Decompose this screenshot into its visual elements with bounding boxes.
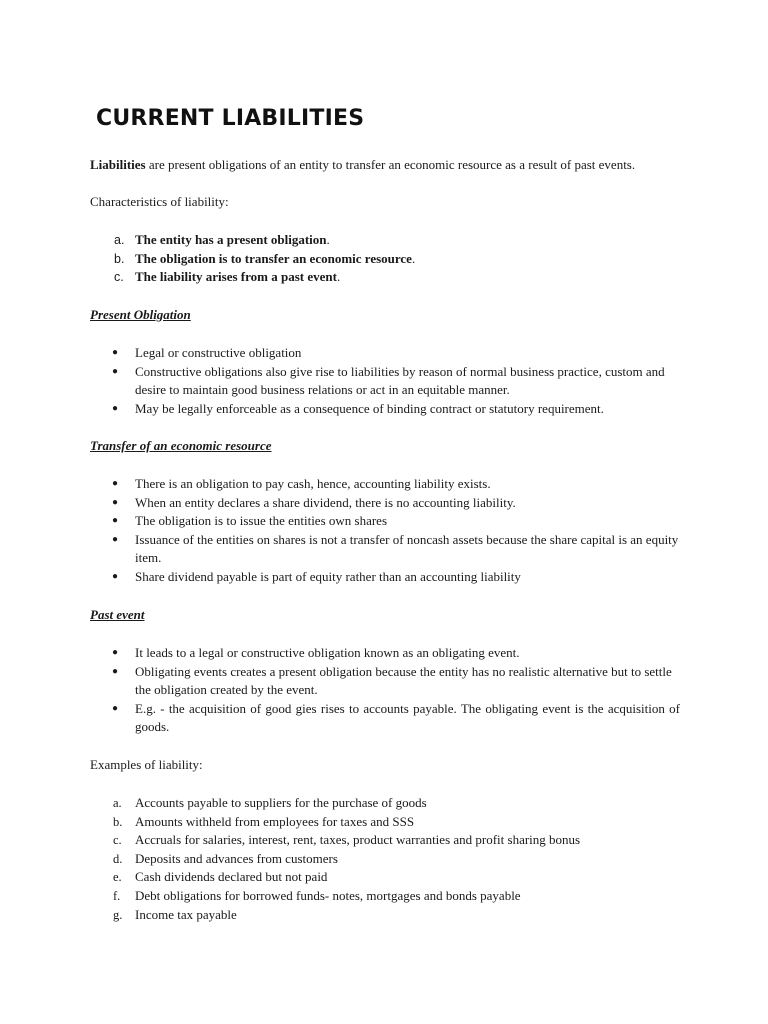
list-item: f. Debt obligations for borrowed funds- notes, mortgages and bonds payable — [113, 887, 521, 903]
transfer-heading: Transfer of an economic resource — [90, 438, 272, 453]
list-item: ● The obligation is to issue the entities own shares — [90, 512, 680, 531]
list-item: a. The entity has a present obligation. — [114, 232, 330, 247]
intro-paragraph — [90, 156, 680, 175]
past-event-heading: Past event — [90, 607, 145, 622]
list-item: ● Obligating events creates a present obligation because the entity has no realistic alternative but to settle the obligation created by the event. — [112, 663, 672, 698]
bullet-icon: ● — [112, 347, 119, 358]
intro-text: are present obligations of an entity to transfer an economic resource as a result of past events. — [145, 157, 636, 172]
list-item: b. The obligation is to transfer an economic resource. — [114, 250, 416, 266]
page-title: CURRENT LIABILITIES — [96, 106, 365, 131]
list-item: ● May be legally enforceable as a consequence of binding contract or statutory requirement. — [90, 400, 680, 419]
list-item: ● Legal or constructive obligation — [90, 344, 680, 363]
list-item: a. Accounts payable to suppliers for the purchase of goods — [113, 795, 427, 810]
present-obligation-list — [90, 344, 680, 418]
bullet-icon: ● — [112, 365, 119, 377]
transfer-list — [90, 475, 680, 587]
list-item: b. Amounts withheld from employees for taxes and SSS — [113, 813, 415, 829]
characteristics-list — [90, 231, 680, 287]
list-item: e. Cash dividends declared but not paid — [113, 869, 328, 885]
list-item: ● Share dividend payable is part of equity rather than an accounting liability — [90, 568, 680, 587]
list-item: c. Accruals for salaries, interest, rent, taxes, product warranties and profit sharing bonus — [113, 832, 581, 848]
examples-list — [90, 794, 680, 924]
bullet-icon: ● — [112, 496, 119, 508]
bullet-icon: ● — [112, 702, 119, 714]
intro-term: Liabilities — [90, 157, 146, 172]
list-item: ● Constructive obligations also give rise to liabilities by reason of normal business practice, custom and desire to maintain good business relations or act in an equitable manner. — [112, 363, 665, 398]
list-item: c. The liability arises from a past event. — [114, 269, 341, 285]
list-item: ● It leads to a legal or constructive obligation known as an obligating event. — [90, 644, 680, 663]
bullet-icon: ● — [112, 402, 119, 414]
characteristics-label: Characteristics of liability: — [90, 194, 229, 209]
bullet-icon: ● — [112, 647, 119, 658]
present-obligation-heading: Present Obligation — [90, 307, 191, 322]
bullet-icon: ● — [112, 478, 119, 489]
bullet-icon: ● — [112, 515, 119, 527]
list-item: g. Income tax payable — [113, 906, 237, 922]
past-event-list — [90, 644, 680, 737]
list-item: ● When an entity declares a share dividend, there is no accounting liability. — [90, 494, 680, 513]
list-item: ● There is an obligation to pay cash, hence, accounting liability exists. — [90, 475, 680, 494]
bullet-icon: ● — [112, 533, 119, 545]
bullet-icon: ● — [112, 665, 119, 677]
examples-label: Examples of liability: — [90, 757, 203, 772]
bullet-icon: ● — [112, 570, 119, 582]
list-item: d. Deposits and advances from customers — [113, 850, 338, 866]
list-item: ● Issuance of the entities on shares is not a transfer of noncash assets because the share capital is an equity item. — [112, 531, 679, 566]
list-item: ● E.g. - the acquisition of good gies rises to accounts payable. The obligating event is the acquisition of goods. — [112, 700, 680, 735]
